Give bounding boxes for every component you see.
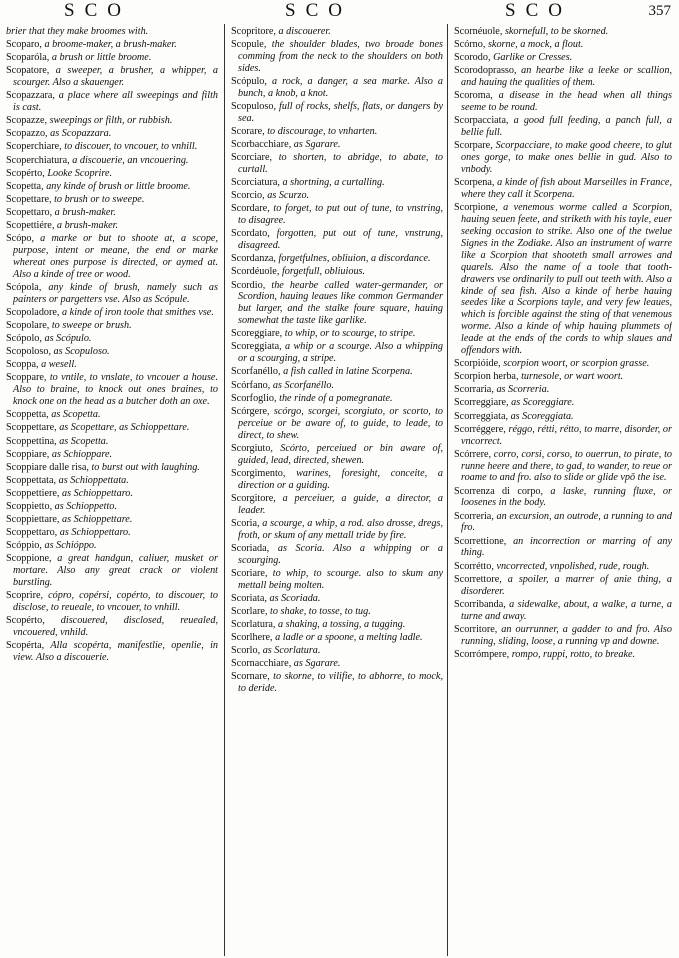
dictionary-entry bbox=[6, 372, 218, 408]
entry-headword: Scoparo, bbox=[6, 39, 42, 51]
dictionary-entry bbox=[6, 181, 218, 193]
entry-definition: as Scorreria. bbox=[493, 384, 550, 396]
dictionary-entry bbox=[454, 649, 672, 661]
entry-definition: Garlike or Cresses. bbox=[490, 52, 573, 64]
entry-headword: Scorpena, bbox=[454, 177, 495, 189]
dictionary-entry bbox=[6, 488, 218, 500]
entry-definition: as Scópulo. bbox=[41, 333, 92, 345]
dictionary-entry bbox=[231, 177, 443, 189]
entry-definition: a fish called in latine Scorpena. bbox=[280, 366, 413, 378]
entry-definition: as Schióppo. bbox=[41, 540, 97, 552]
dictionary-entry bbox=[6, 527, 218, 539]
entry-definition: as Schioppetto. bbox=[52, 500, 117, 512]
dictionary-entry bbox=[231, 393, 443, 405]
dictionary-entry bbox=[231, 606, 443, 618]
dictionary-entry bbox=[454, 511, 672, 535]
entry-definition: as Schioppare. bbox=[49, 448, 113, 460]
entry-definition: to shorten, to abridge, to abate, to curtall. bbox=[238, 152, 443, 176]
entry-definition: a place where all sweepings and filth is cast. bbox=[13, 90, 218, 114]
dictionary-entry bbox=[454, 424, 672, 448]
dictionary-entry bbox=[6, 436, 218, 448]
dictionary-entry bbox=[454, 574, 672, 598]
entry-definition: a ladle or a spoone, a melting ladle. bbox=[272, 631, 423, 643]
dictionary-entry bbox=[454, 52, 672, 64]
dictionary-entry bbox=[6, 141, 218, 153]
entry-definition: to whip, or to scourge, to stripe. bbox=[282, 328, 416, 340]
entry-headword: Scopoladore, bbox=[6, 306, 60, 318]
dictionary-entry bbox=[231, 443, 443, 467]
entry-headword: Scorgimento, bbox=[231, 467, 286, 479]
entry-headword: Scordéuole, bbox=[231, 266, 280, 278]
entry-headword: Scópolo, bbox=[6, 333, 42, 345]
dictionary-entry bbox=[231, 101, 443, 125]
entry-definition: warines, foresight, conceite, a direction or a guiding. bbox=[238, 467, 443, 491]
entry-definition: a shortning, a curtalling. bbox=[279, 177, 385, 189]
entry-headword: Scopazzara, bbox=[6, 90, 55, 102]
entry-headword: Scopérta, bbox=[6, 640, 45, 652]
dictionary-entry bbox=[6, 52, 218, 64]
entry-headword: Scorodoprasso, bbox=[454, 65, 517, 77]
entry-definition: as Scopettare, as Schioppettare. bbox=[56, 422, 190, 434]
entry-definition: to brush or to sweepe. bbox=[51, 193, 145, 205]
entry-headword: Scorribanda, bbox=[454, 598, 506, 610]
entry-definition: cópro, copérsi, copérto, to discouer, to disclose, to reueale, to vncouer, to vnhill. bbox=[13, 590, 218, 614]
entry-headword: Scorgiuto, bbox=[231, 442, 273, 454]
dictionary-entry bbox=[6, 449, 218, 461]
entry-headword: Scopazzo, bbox=[6, 128, 48, 140]
entry-headword: Scorlo, bbox=[231, 645, 261, 657]
dictionary-column-2 bbox=[231, 26, 443, 956]
dictionary-entry bbox=[231, 632, 443, 644]
entry-definition: an ourrunner, a gadder to and fro. Also running, sliding, loose, a running vp and downe. bbox=[461, 623, 672, 647]
entry-definition: as Scopuloso. bbox=[51, 346, 110, 358]
entry-definition: to vntile, to vnslate, to vncouer a house. Also to braine, to knock out ones braines, to knock one on the head as a butcher doth an oxe. bbox=[13, 372, 218, 408]
entry-headword: Scoroma, bbox=[454, 90, 493, 102]
entry-definition: as Scorlatura. bbox=[260, 645, 321, 657]
entry-headword: Scoppare, bbox=[6, 372, 47, 384]
entry-definition: to sweepe or brush. bbox=[49, 320, 132, 332]
entry-definition: as Scopazzara. bbox=[47, 128, 112, 140]
dictionary-entry bbox=[6, 220, 218, 232]
entry-headword: Scorlare, bbox=[231, 605, 268, 617]
dictionary-entry bbox=[6, 475, 218, 487]
entry-headword: Scorrómpere, bbox=[454, 648, 510, 660]
dictionary-entry bbox=[6, 346, 218, 358]
dictionary-entry bbox=[454, 624, 672, 648]
dictionary-entry bbox=[231, 406, 443, 442]
dictionary-entry bbox=[231, 671, 443, 695]
dictionary-entry bbox=[231, 543, 443, 567]
entry-headword: Scorbacchiare, bbox=[231, 139, 292, 151]
entry-headword: Scordanza, bbox=[231, 253, 276, 265]
dictionary-entry bbox=[454, 115, 672, 139]
entry-definition: vncorrected, vnpolished, rude, rough. bbox=[493, 560, 650, 572]
entry-definition: as Scorfanéllo. bbox=[270, 379, 334, 391]
dictionary-entry bbox=[454, 599, 672, 623]
entry-headword: Scoriare, bbox=[231, 567, 268, 579]
dictionary-entry bbox=[231, 152, 443, 176]
entry-headword: Scorodo, bbox=[454, 52, 491, 64]
entry-definition: as Schioppettata. bbox=[56, 474, 129, 486]
dictionary-entry bbox=[454, 177, 672, 201]
dictionary-entry bbox=[6, 39, 218, 51]
dictionary-entry bbox=[6, 615, 218, 639]
dictionary-entry bbox=[454, 26, 672, 38]
entry-definition: discouered, disclosed, reuealed, vncouered, vnhild. bbox=[13, 615, 218, 639]
dictionary-entry bbox=[454, 140, 672, 176]
entry-definition: an incorrection or marring of any thing. bbox=[461, 535, 672, 559]
dictionary-entry bbox=[6, 590, 218, 614]
entry-definition: to discourage, to vnharten. bbox=[264, 126, 378, 137]
entry-definition: a perceiuer, a guide, a director, a leader. bbox=[238, 492, 443, 516]
dictionary-entry bbox=[6, 233, 218, 281]
entry-definition: as Schioppettaro. bbox=[59, 487, 133, 499]
dictionary-entry bbox=[6, 115, 218, 127]
dictionary-entry bbox=[6, 422, 218, 434]
entry-definition: as Scopetta. bbox=[56, 435, 109, 447]
entry-definition: as Scoreggiare. bbox=[508, 397, 575, 409]
entry-definition: a brush-maker. bbox=[52, 206, 116, 218]
entry-definition: réggo, rétti, rétto, to marre, disorder, or vncorrect. bbox=[461, 423, 672, 447]
dictionary-entry bbox=[6, 128, 218, 140]
column-divider bbox=[447, 24, 448, 956]
entry-headword: Scopuloso, bbox=[231, 101, 276, 112]
dictionary-column-3 bbox=[454, 26, 672, 956]
dictionary-entry bbox=[231, 593, 443, 605]
entry-definition: a brush-maker. bbox=[54, 220, 119, 232]
entry-headword: Scopettaro, bbox=[6, 206, 53, 218]
entry-headword: Scornéuole, bbox=[454, 26, 503, 37]
entry-headword: Scoppetta, bbox=[6, 409, 49, 421]
entry-headword: Scoppiare, bbox=[6, 448, 50, 460]
dictionary-entry bbox=[454, 65, 672, 89]
header-center-word: SCO bbox=[285, 0, 352, 21]
entry-headword: Scoprire, bbox=[6, 590, 44, 602]
entry-headword: Scoriada, bbox=[231, 542, 270, 554]
entry-headword: Scoria, bbox=[231, 517, 260, 529]
dictionary-entry bbox=[231, 253, 443, 265]
entry-definition: as Scopetta. bbox=[48, 409, 101, 421]
dictionary-entry bbox=[231, 228, 443, 252]
entry-definition: a spoiler, a marrer of anie thing, a disorderer. bbox=[461, 573, 672, 597]
entry-headword: Scoppiare dalle risa, bbox=[6, 461, 89, 473]
entry-headword: Scoppione, bbox=[6, 553, 52, 565]
entry-definition: to burst out with laughing. bbox=[88, 461, 200, 473]
dictionary-entry bbox=[231, 658, 443, 670]
entry-headword: Scoppettare, bbox=[6, 422, 57, 434]
entry-headword: Scopritore, bbox=[231, 26, 276, 37]
dictionary-entry bbox=[6, 462, 218, 474]
entry-definition: a shaking, a tossing, a tugging. bbox=[275, 618, 406, 630]
dictionary-entry bbox=[454, 397, 672, 409]
entry-headword: Scorritore, bbox=[454, 623, 498, 635]
dictionary-entry bbox=[454, 371, 672, 383]
entry-definition: as Scurzo. bbox=[264, 190, 310, 202]
entry-headword: Scorlhere, bbox=[231, 631, 273, 643]
entry-headword: Scoreggiata, bbox=[231, 341, 282, 353]
entry-definition: any kinde of brush or little broome. bbox=[43, 180, 191, 192]
dictionary-entry bbox=[454, 39, 672, 51]
entry-definition: as Sgarare. bbox=[291, 139, 341, 151]
entry-definition: as Sgarare. bbox=[291, 658, 341, 670]
entry-headword: Scópo, bbox=[6, 233, 35, 245]
entry-definition: rompo, ruppi, rotto, to breake. bbox=[509, 648, 636, 660]
dictionary-entry bbox=[6, 409, 218, 421]
entry-headword: Scornare, bbox=[231, 671, 270, 683]
running-header bbox=[0, 0, 679, 22]
entry-headword: Scorréggere, bbox=[454, 423, 506, 435]
dictionary-entry bbox=[6, 194, 218, 206]
entry-headword: Scoppettina, bbox=[6, 435, 57, 447]
entry-headword: Scorciare, bbox=[231, 152, 273, 164]
dictionary-entry bbox=[6, 359, 218, 371]
entry-definition: the rinde of a pomegranate. bbox=[276, 392, 393, 404]
dictionary-entry bbox=[231, 493, 443, 517]
entry-definition: as Schioppettaro. bbox=[57, 527, 131, 539]
entry-definition: Scorpacciare, to make good cheere, to glut ones gorge, to make ones bellie in gud. Also to vnbody. bbox=[461, 140, 672, 176]
dictionary-entry bbox=[454, 358, 672, 370]
dictionary-entry bbox=[231, 518, 443, 542]
dictionary-entry bbox=[6, 207, 218, 219]
entry-definition: as Scoria. Also a whipping or a scourging. bbox=[238, 542, 443, 566]
entry-headword: Scordio, bbox=[231, 279, 266, 291]
entry-headword: Scórno, bbox=[454, 39, 486, 51]
entry-definition: a scourge, a whip, a rod. also drosse, dregs, froth, or skum of any mettall tride by fire. bbox=[238, 517, 443, 541]
entry-headword: Scoppiettare, bbox=[6, 514, 60, 526]
entry-definition: scórgo, scorgei, scorgiuto, or scorto, to perceiue or be aware of, to guide, to leade, to direct, to shew. bbox=[238, 405, 443, 441]
entry-headword: Scópulo, bbox=[231, 76, 267, 87]
entry-headword: Scorfoglio, bbox=[231, 392, 277, 404]
dictionary-entry bbox=[454, 202, 672, 357]
entry-headword: Scopetta, bbox=[6, 180, 44, 192]
entry-headword: Scordato, bbox=[231, 228, 270, 240]
dictionary-entry bbox=[231, 266, 443, 278]
entry-definition: forgotten, put out of tune, vnstrung, disagreed. bbox=[238, 228, 443, 252]
entry-headword: Scopettare, bbox=[6, 193, 52, 205]
entry-headword: Scorrettione, bbox=[454, 535, 507, 547]
entry-headword: Scorcio, bbox=[231, 190, 265, 202]
entry-definition: Looke Scoprire. bbox=[44, 167, 113, 179]
dictionary-entry bbox=[6, 501, 218, 513]
entry-headword: Scorraria, bbox=[454, 384, 494, 396]
dictionary-entry bbox=[454, 486, 672, 510]
entry-definition: full of rocks, shelfs, flats, or dangers by sea. bbox=[238, 101, 443, 124]
dictionary-entry bbox=[6, 553, 218, 589]
entry-definition: a good full feeding, a panch full, a bellie full. bbox=[461, 115, 672, 139]
dictionary-entry bbox=[454, 449, 672, 485]
entry-definition: a kinde of iron toole that smithes vse. bbox=[59, 306, 214, 318]
entry-headword: Scorrétto, bbox=[454, 560, 494, 572]
entry-headword: Scorrenza di corpo, bbox=[454, 485, 544, 497]
page-number: 357 bbox=[648, 3, 671, 19]
entry-headword: Scopatore, bbox=[6, 65, 50, 77]
entry-definition: any kinde of brush, namely such as painters or pargetters vse. Also as Scópule. bbox=[13, 281, 218, 305]
dictionary-entry bbox=[6, 640, 218, 664]
entry-headword: Scopérto, bbox=[6, 167, 45, 179]
entry-definition: to discouer, to vncouer, to vnhill. bbox=[61, 141, 198, 153]
entry-definition: a laske, running fluxe, or loosenes in the body. bbox=[461, 485, 672, 509]
entry-headword: Scoparóla, bbox=[6, 52, 50, 64]
entry-definition: forgetfull, obliuious. bbox=[279, 266, 366, 278]
entry-headword: Scoppettaro, bbox=[6, 527, 58, 539]
entry-headword: Scorpióide, bbox=[454, 358, 501, 370]
entry-definition: a broome-maker, a brush-maker. bbox=[41, 39, 177, 51]
entry-definition: forgetfulnes, obliuion, a discordance. bbox=[275, 253, 431, 265]
dictionary-entry bbox=[231, 190, 443, 202]
entry-definition: Scórto, perceiued or bin aware of, guided, lead, directed, shewen. bbox=[238, 442, 443, 466]
entry-headword: Scopettiére, bbox=[6, 220, 55, 232]
entry-headword: Scorare, bbox=[231, 126, 265, 137]
entry-headword: Scoperchiatura, bbox=[6, 154, 70, 166]
dictionary-entry bbox=[454, 411, 672, 423]
dictionary-entry bbox=[6, 540, 218, 552]
entry-headword: Scoppietto, bbox=[6, 500, 53, 512]
entry-definition: to whip, to scourge. also to skum any mettall being molten. bbox=[238, 567, 443, 591]
dictionary-entry bbox=[6, 282, 218, 306]
entry-headword: Scórrere, bbox=[454, 448, 492, 460]
entry-headword: Scornacchiare, bbox=[231, 658, 292, 670]
entry-definition: a discouerie, an vncouering. bbox=[69, 154, 189, 166]
entry-headword: Scoriata, bbox=[231, 592, 267, 604]
dictionary-entry bbox=[6, 26, 218, 38]
entry-definition: a discouerer. bbox=[275, 26, 331, 37]
dictionary-entry bbox=[454, 90, 672, 114]
dictionary-entry bbox=[231, 645, 443, 657]
dictionary-entry bbox=[454, 384, 672, 396]
entry-definition: a venemous worme called a Scorpion, hauing seuen feete, and striketh with his tayle, euer seeking occasion to strike. Also one of the twelue Signes in the Zodiake. Also an instrument of warre like a Scorpion that shooteth small arrowes and quarels. Also the name of a toole that tooth-drawers vse ordinarily to pull out teeth with. Also a kinde of sea fish. Also a kinde of herbe hauing seedes like a Scorpions tayle, and very few leaues, which is forcible against the sting of that venemous worme. Also a kinde of whip hauing plummets of leade at the ends of the cords to whip slaues and offendors with. bbox=[461, 202, 672, 357]
dictionary-entry bbox=[6, 168, 218, 180]
entry-headword: Scoppettiere, bbox=[6, 487, 60, 499]
entry-headword: Scorpacciata, bbox=[454, 115, 509, 127]
entry-headword: Scoppa, bbox=[6, 359, 39, 371]
entry-headword: Scoperchiare, bbox=[6, 141, 62, 153]
entry-definition: as Scoriada. bbox=[266, 592, 321, 604]
dictionary-entry bbox=[231, 328, 443, 340]
dictionary-entry bbox=[231, 341, 443, 365]
dictionary-entry bbox=[231, 380, 443, 392]
entry-headword: Scoreggiare, bbox=[231, 328, 283, 340]
dictionary-entry bbox=[231, 203, 443, 227]
entry-headword: Scórgere, bbox=[231, 405, 270, 417]
entry-definition: Alla scopérta, manifestlie, openlie, in view. Also a discouerie. bbox=[13, 640, 218, 664]
entry-definition: to skorne, to vilifie, to abhorre, to mock, to deride. bbox=[238, 671, 443, 695]
dictionary-column-1 bbox=[6, 26, 218, 956]
entry-definition: sweepings or filth, or rubbish. bbox=[47, 115, 173, 127]
entry-definition: scorpion woort, or scorpion grasse. bbox=[500, 358, 650, 370]
entry-headword: Scorreggiata, bbox=[454, 410, 509, 422]
dictionary-entry bbox=[6, 514, 218, 526]
entry-definition: corro, corsi, corso, to ouerrun, to pirate, to runne heere and there, to gad, to wander, to reue or roame to and fro. also to slide or glide vpō the ise. bbox=[461, 448, 672, 484]
dictionary-entry bbox=[231, 26, 443, 38]
dictionary-entry bbox=[454, 561, 672, 573]
entry-headword: Scorpione, bbox=[454, 202, 498, 214]
entry-headword: Scorlatura, bbox=[231, 618, 276, 630]
entry-definition: a whip or a scourge. Also a whipping or a scourging, a stripe. bbox=[238, 341, 443, 365]
entry-headword: Scorreggiare, bbox=[454, 397, 509, 409]
entry-definition: skorne, a mock, a flout. bbox=[485, 39, 584, 51]
entry-headword: Scopolare, bbox=[6, 320, 50, 332]
entry-headword: Scorrettore, bbox=[454, 573, 502, 585]
entry-headword: Scoppettata, bbox=[6, 474, 57, 486]
entry-headword: Scorciatura, bbox=[231, 177, 280, 189]
entry-definition: skornefull, to be skorned. bbox=[502, 26, 609, 37]
entry-definition: a marke or but to shoote at, a scope, purpose, intent or meane, the end or marke whereat ones purpose is directed, or aymed at. Also a kinde of tree or wood. bbox=[13, 233, 218, 280]
dictionary-entry bbox=[231, 468, 443, 492]
entry-definition: as Schioppettare. bbox=[59, 514, 133, 526]
dictionary-entry bbox=[231, 568, 443, 592]
entry-headword: Scopule, bbox=[231, 39, 267, 51]
header-right-word: SCO bbox=[505, 0, 572, 21]
entry-definition: a disease in the head when all things seeme to be round. bbox=[461, 90, 672, 114]
entry-definition: to shake, to tosse, to tug. bbox=[267, 605, 371, 617]
dictionary-entry bbox=[231, 280, 443, 328]
entry-definition: brier that they make broomes with. bbox=[6, 26, 149, 37]
dictionary-entry bbox=[231, 139, 443, 151]
entry-headword: Scopérto, bbox=[6, 615, 45, 627]
entry-headword: Scóppio, bbox=[6, 540, 42, 552]
entry-definition: a rock, a danger, a sea marke. Also a bunch, a knob, a knot. bbox=[238, 76, 443, 99]
dictionary-entry bbox=[6, 90, 218, 114]
entry-headword: Scorreria, bbox=[454, 510, 494, 522]
entry-headword: Scopoloso, bbox=[6, 346, 51, 358]
dictionary-entry bbox=[231, 126, 443, 138]
entry-definition: a wesell. bbox=[38, 359, 77, 371]
dictionary-entry bbox=[454, 536, 672, 560]
entry-headword: Scópola, bbox=[6, 281, 42, 293]
entry-definition: a sweeper, a brusher, a whipper, a scourger. Also a skauenger. bbox=[13, 65, 218, 89]
dictionary-entry bbox=[6, 320, 218, 332]
entry-headword: Scordare, bbox=[231, 203, 270, 215]
entry-headword: Scopazze, bbox=[6, 115, 48, 127]
entry-definition: the shoulder blades, two broade bones comming from the neck to the shoulders on both sides. bbox=[238, 39, 443, 74]
entry-definition: a brush or little broome. bbox=[49, 52, 152, 64]
entry-definition: an excursion, an outrode, a running to and fro. bbox=[461, 510, 672, 534]
column-divider bbox=[224, 24, 225, 956]
entry-headword: Scorpion herba, bbox=[454, 371, 519, 383]
dictionary-entry bbox=[231, 76, 443, 100]
dictionary-entry bbox=[231, 619, 443, 631]
dictionary-entry bbox=[6, 155, 218, 167]
dictionary-entry bbox=[6, 333, 218, 345]
entry-headword: Scorfanéllo, bbox=[231, 366, 281, 378]
entry-definition: the hearbe called water-germander, or Scordion, hauing leaues like common Germander but larger, and the stalke foure square, hauing somewhat the taste like garlike. bbox=[238, 279, 443, 327]
entry-definition: a sidewalke, about, a walke, a turne, a turne and away. bbox=[461, 598, 672, 622]
entry-definition: a kinde of fish about Marseilles in France, where they call it Scorpena. bbox=[461, 177, 672, 201]
entry-headword: Scorgitore, bbox=[231, 492, 276, 504]
dictionary-entry bbox=[231, 366, 443, 378]
entry-headword: Scórfano, bbox=[231, 379, 271, 391]
entry-definition: turnesole, or wart woort. bbox=[518, 371, 624, 383]
entry-headword: Scorpare, bbox=[454, 140, 493, 152]
dictionary-entry bbox=[231, 39, 443, 75]
entry-definition: as Scoreggiata. bbox=[508, 410, 574, 422]
entry-definition: a great handgun, caliuer, musket or mortare. Also any great crack or violent burstling. bbox=[13, 553, 218, 589]
dictionary-entry bbox=[6, 307, 218, 319]
entry-definition: to forget, to put out of tune, to vnstring, to disagree. bbox=[238, 203, 443, 227]
header-left-word: SCO bbox=[64, 0, 131, 21]
dictionary-entry bbox=[6, 65, 218, 89]
entry-definition: an hearbe like a leeke or scallion, and hauing the qualities of them. bbox=[461, 65, 672, 89]
